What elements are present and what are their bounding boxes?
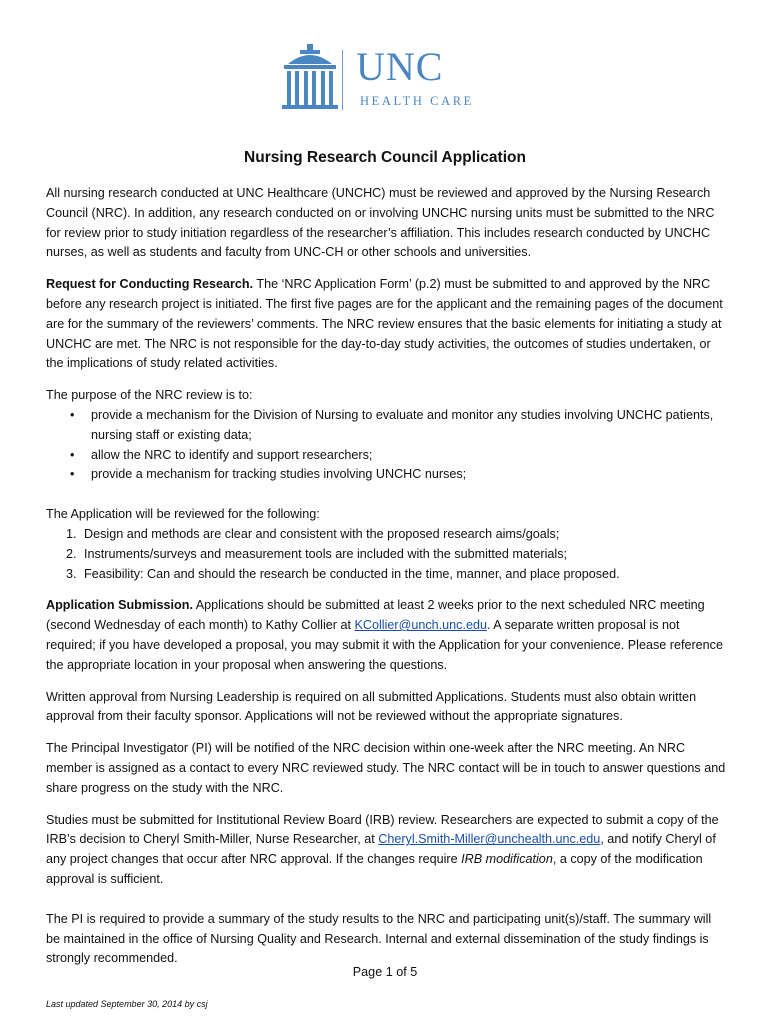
review-item — [46, 525, 726, 545]
irb-modification-text: IRB modification — [461, 852, 553, 867]
purpose-item: • allow the NRC to identify and support researchers; — [46, 446, 726, 466]
logo-wordmark: UNC — [356, 44, 444, 89]
request-text: The ‘NRC Application Form’ (p.2) must be submitted to and approved by the NRC before any research project is initiated. The first five pages are for the applicant and the remaining pages of the document are for the summary of the reviewers’ comments. The NRC review ensures that the basic elements for initiating a study at UNCHC are met. The NRC is not responsible for the day-to-day study activities, the outcomes of studies undertaken, or the implications of study related activities. — [46, 277, 723, 371]
irb-paragraph — [46, 811, 726, 890]
irb-text-middle: , and notify Cheryl of any project changes that occur after NRC approval. If the changes require — [46, 832, 716, 867]
logo-subtitle: HEALTH CARE — [360, 94, 474, 108]
request-heading: Request for Conducting Research. — [46, 277, 254, 292]
review-item-text: Feasibility: Can and should the research be conducted in the time, manner, and place proposed. — [84, 566, 620, 581]
review-item-text: Design and methods are clear and consistent with the proposed research aims/goals; — [84, 526, 560, 541]
document-title: Nursing Research Council Application — [244, 149, 526, 166]
approval-paragraph: Written approval from Nursing Leadership is required on all submitted Applications. Students must also obtain written approval from their faculty sponsor. Applications will not be reviewed without the appropriate signatures. — [46, 689, 697, 724]
irb-text-end: , a copy of the modification approval is sufficient. — [46, 852, 703, 886]
review-item-number: 1. — [66, 526, 77, 541]
purpose-lead: The purpose of the NRC review is to: — [46, 388, 253, 403]
notify-paragraph: The Principal Investigator (PI) will be notified of the NRC decision within one-week after the NRC meeting. An NRC member is assigned as a contact to every NRC reviewed study. The NRC contact will be in touch to answer questions and share progress on the study with the NRC. — [46, 741, 726, 795]
review-lead: The Application will be reviewed for the following: — [46, 507, 320, 522]
intro-paragraph: All nursing research conducted at UNC Healthcare (UNCHC) must be reviewed and approved by the Nursing Research Council (NRC). In addition, any research conducted on or involving UNCHC nursing units must be submitted to the NRC for review prior to study initiation regardless of the researcher’s affiliation. This includes research conducted by UNCHC nurses, as well as students and faculty from UNC-CH or other schools and universities. — [46, 186, 715, 260]
submission-paragraph — [46, 596, 726, 675]
review-item — [46, 545, 726, 565]
summary-paragraph: The PI is required to provide a summary of the study results to the NRC and participating unit(s)/staff. The summary will be maintained in the office of Nursing Quality and Research. Internal and external dissemination of the study findings is strongly recommended. — [46, 911, 712, 966]
review-item-number: 2. — [66, 546, 77, 561]
submission-heading: Application Submission. — [46, 598, 193, 613]
purpose-item: • provide a mechanism for the Division of Nursing to evaluate and monitor any studies involving UNCHC patients, nursing staff or existing data; — [46, 406, 726, 446]
review-item — [46, 565, 726, 585]
logo-divider — [342, 50, 343, 110]
request-paragraph — [46, 275, 726, 374]
submission-text-end: . A separate written proposal is not required; if you have developed a proposal, you may submit it with the Application for your convenience. Please reference the appropriate location in your proposal when answering the questions. — [46, 618, 723, 672]
purpose-list — [46, 406, 726, 485]
document-body — [46, 184, 726, 981]
submission-text: Applications should be submitted at least 2 weeks prior to the next scheduled NRC meeting (second Wednesday of each month) to Kathy Collier at — [46, 598, 705, 633]
review-item-text: Instruments/surveys and measurement tools are included with the submitted materials; — [84, 546, 567, 561]
irb-text: Studies must be submitted for Institutional Review Board (IRB) review. Researchers are expected to submit a copy of the IRB’s decision to Cheryl Smith-Miller, Nurse Researcher, at — [46, 812, 719, 847]
review-list — [46, 525, 726, 584]
review-item-number: 3. — [66, 566, 77, 581]
cheryl-email-link[interactable]: Cheryl.Smith-Miller@unchealth.unc.edu — [378, 832, 601, 847]
purpose-item: • provide a mechanism for tracking studies involving UNCHC nurses; — [46, 465, 726, 485]
page-number: Page 1 of 5 — [352, 965, 418, 979]
kcollier-email-link[interactable]: KCollier@unch.unc.edu — [354, 618, 487, 633]
last-updated-footer: Last updated September 30, 2014 by csj — [46, 999, 208, 1009]
